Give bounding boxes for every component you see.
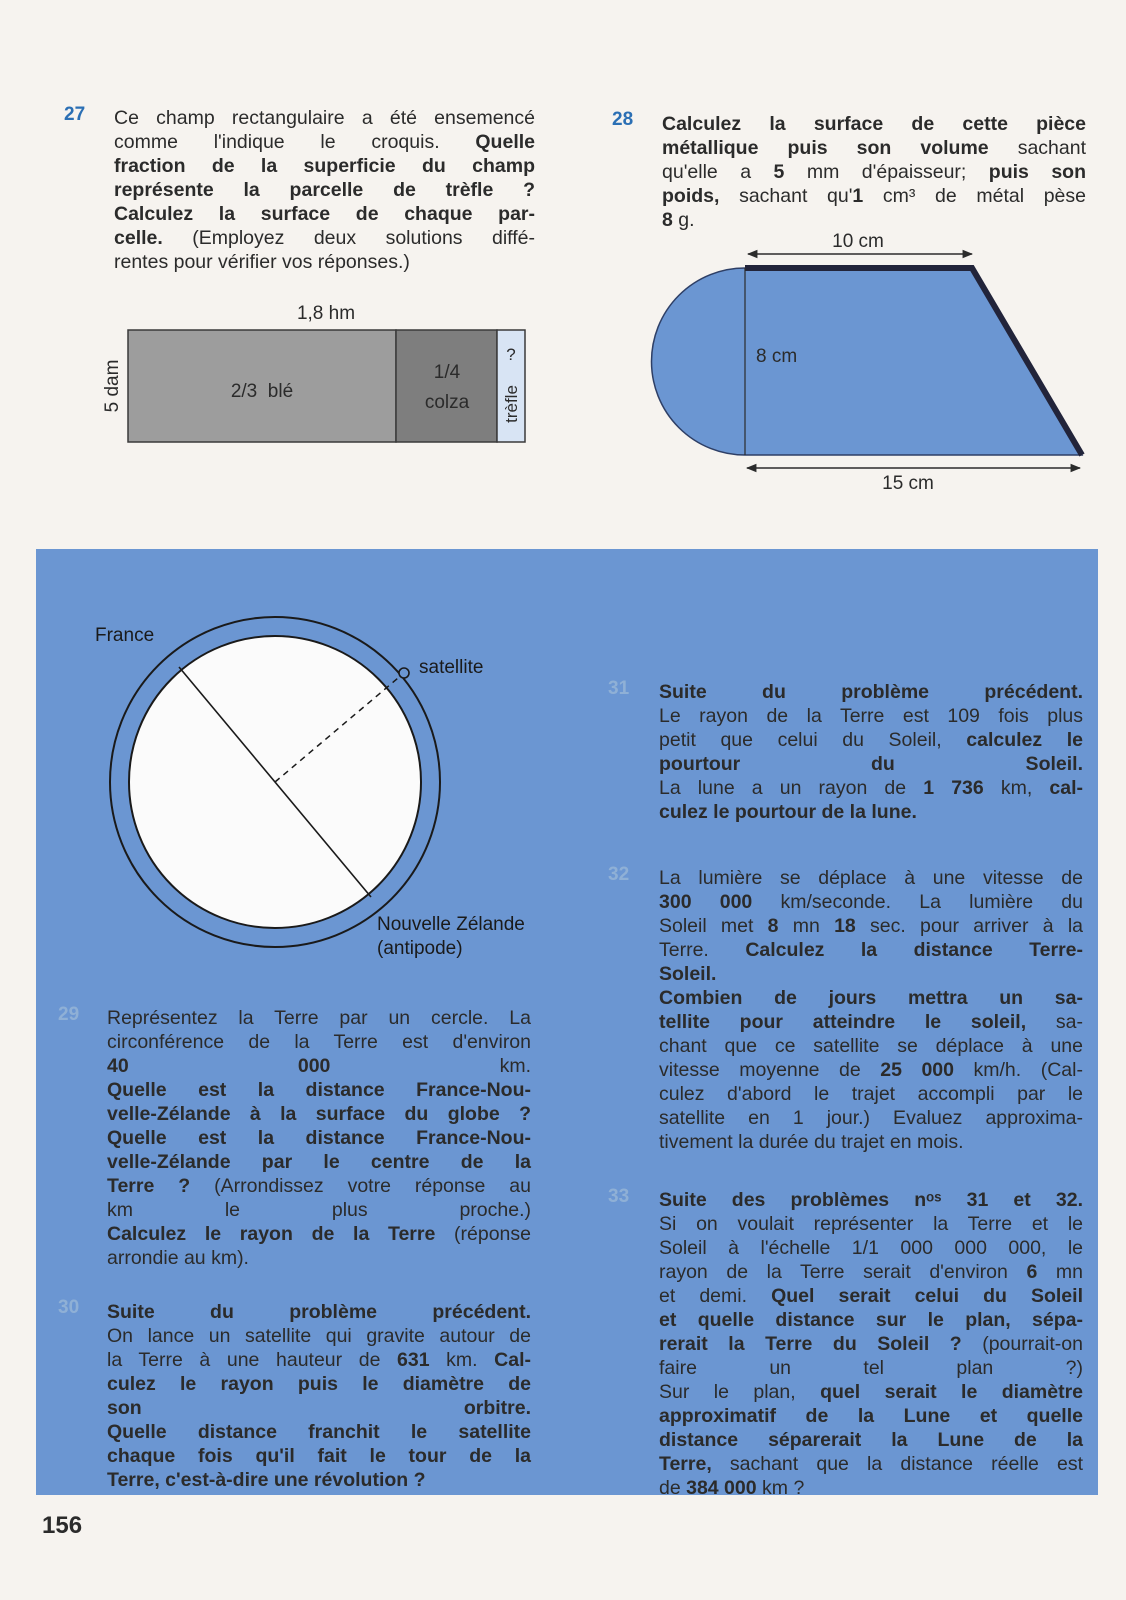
problem-29-number: 29 xyxy=(58,1004,80,1025)
text-line: son orbitre. xyxy=(107,1397,531,1419)
clover-label: trèfle xyxy=(502,385,521,423)
text-line: km le plus proche.) xyxy=(107,1199,531,1221)
text-line: Calculez la surface de chaque par- xyxy=(114,203,535,225)
text-line: qu'elle a 5 mm d'épaisseur; puis son xyxy=(662,161,1087,183)
text-line: et quelle distance sur le plan, sépa- xyxy=(659,1309,1083,1331)
problem-28-text xyxy=(662,112,1086,232)
text-line: satellite en 1 jour.) Evaluez approxima- xyxy=(659,1107,1083,1129)
text-line: Suite des problèmes nᵒˢ 31 et 32. xyxy=(659,1189,1083,1211)
problem-27-number: 27 xyxy=(64,104,86,125)
problem-32-number: 32 xyxy=(608,864,630,885)
text-line: représente la parcelle de trèfle ? xyxy=(114,179,535,201)
text-line: et demi. Quel serait celui du Soleil xyxy=(659,1285,1083,1307)
problem-31-text xyxy=(659,680,1083,824)
problem-30-number: 30 xyxy=(58,1297,80,1318)
text-line: vitesse moyenne de 25 000 km/h. (Cal- xyxy=(659,1059,1083,1081)
text-line: Soleil met 8 mn 18 sec. pour arriver à la xyxy=(659,915,1083,937)
problem-31-number: 31 xyxy=(608,678,630,699)
text-line: Terre, c'est-à-dire une révolution ? xyxy=(107,1469,426,1491)
antipode-label: (antipode) xyxy=(377,938,463,959)
text-line: Terre, sachant que la distance réelle est xyxy=(659,1453,1083,1475)
text-line: Terre. Calculez la distance Terre- xyxy=(659,939,1083,961)
top-dimension-label: 10 cm xyxy=(832,231,884,252)
france-label: France xyxy=(95,625,155,646)
text-line: Quelle est la distance France-Nou- xyxy=(107,1127,531,1149)
text-line: culez d'abord le trajet accompli par le xyxy=(659,1083,1083,1105)
text-line: rayon de la Terre serait d'environ 6 mn xyxy=(659,1261,1083,1283)
field-height-label: 5 dam xyxy=(102,359,123,413)
text-line: Soleil. xyxy=(659,963,717,985)
wheat-label: 2/3 blé xyxy=(230,381,294,402)
text-line: Sur le plan, quel serait le diamètre xyxy=(659,1381,1084,1403)
problem-30-text xyxy=(107,1300,531,1492)
text-line: Calculez la surface de cette pièce xyxy=(662,113,1086,135)
text-line: faire un tel plan ?) xyxy=(659,1357,1083,1379)
text-line: Représentez la Terre par un cercle. La xyxy=(107,1007,531,1029)
text-line: Si on voulait représenter la Terre et le xyxy=(659,1213,1083,1235)
page-number: 156 xyxy=(42,1512,83,1539)
text-line: tivement la durée du trajet en mois. xyxy=(659,1131,964,1153)
field-width-label: 1,8 hm xyxy=(296,303,356,324)
text-line: distance séparerait la Lune de la xyxy=(659,1429,1083,1451)
problem-28-number: 28 xyxy=(612,109,634,130)
height-label: 8 cm xyxy=(756,346,798,367)
text-line: approximatif de la Lune et quelle xyxy=(659,1405,1083,1427)
text-line: de 384 000 km ? xyxy=(659,1477,805,1499)
text-line: Quelle est la distance France-Nou- xyxy=(107,1079,531,1101)
problem-27-text xyxy=(114,106,535,274)
text-line: métallique puis son volume sachant xyxy=(662,137,1086,159)
text-line: culez le rayon puis le diamètre de xyxy=(107,1373,531,1395)
text-line: circonférence de la Terre est d'environ xyxy=(107,1031,531,1053)
colza-label: colza xyxy=(424,392,470,413)
field-colza-parcel xyxy=(396,330,497,442)
text-line: On lance un satellite qui gravite autour de xyxy=(107,1325,531,1347)
text-line: rentes pour vérifier vos réponses.) xyxy=(114,251,410,273)
text-line: La lune a un rayon de 1 736 km, cal- xyxy=(659,777,1083,799)
text-line: Le rayon de la Terre est 109 fois plus xyxy=(659,705,1083,727)
metal-piece-shape xyxy=(652,268,1083,455)
text-line: culez le pourtour de la lune. xyxy=(659,801,917,823)
text-line: La lumière se déplace à une vitesse de xyxy=(659,867,1083,889)
text-line: petit que celui du Soleil, calculez le xyxy=(659,729,1083,751)
field-diagram xyxy=(100,300,550,460)
text-line: Terre ? (Arrondissez votre réponse au xyxy=(107,1175,531,1197)
satellite-label: satellite xyxy=(419,657,484,678)
colza-fraction: 1/4 xyxy=(433,362,461,383)
text-line: pourtour du Soleil. xyxy=(659,753,1083,775)
problem-33-number: 33 xyxy=(608,1186,630,1207)
text-line: Quelle distance franchit le satellite xyxy=(107,1421,531,1443)
text-line: 300 000 km/seconde. La lumière du xyxy=(659,891,1083,913)
metal-piece-diagram xyxy=(640,225,1100,505)
clover-fraction: ? xyxy=(506,345,516,364)
text-line: Ce champ rectangulaire a été ensemencé xyxy=(114,107,535,129)
text-line: Combien de jours mettra un sa- xyxy=(659,987,1083,1009)
text-line: velle-Zélande par le centre de la xyxy=(107,1151,531,1173)
text-line: Suite du problème précédent. xyxy=(659,681,1083,703)
text-line: poids, sachant qu'1 cm³ de métal pèse xyxy=(662,185,1086,207)
text-line: rerait la Terre du Soleil ? (pourrait-on xyxy=(659,1333,1083,1355)
text-line: celle. (Employez deux solutions diffé- xyxy=(114,227,535,249)
new-zealand-label: Nouvelle Zélande xyxy=(377,914,525,935)
earth-orbit-diagram xyxy=(80,610,600,970)
text-line: chant que ce satellite se déplace à une xyxy=(659,1035,1083,1057)
text-line: fraction de la superficie du champ xyxy=(114,155,535,177)
text-line: velle-Zélande à la surface du globe ? xyxy=(107,1103,531,1125)
problem-33-text xyxy=(659,1188,1083,1500)
text-line: tellite pour atteindre le soleil, sa- xyxy=(659,1011,1083,1033)
text-line: 40 000 km. xyxy=(107,1055,531,1077)
text-line: Suite du problème précédent. xyxy=(107,1301,531,1323)
bottom-dimension-label: 15 cm xyxy=(882,473,934,494)
text-line: la Terre à une hauteur de 631 km. Cal- xyxy=(107,1349,532,1371)
text-line: arrondie au km). xyxy=(107,1247,249,1269)
problem-32-text xyxy=(659,866,1083,1154)
text-line: Soleil à l'échelle 1/1 000 000 000, le xyxy=(659,1237,1083,1259)
text-line: 8 g. xyxy=(662,209,695,231)
text-line: Calculez le rayon de la Terre (réponse xyxy=(107,1223,531,1245)
text-line: comme l'indique le croquis. Quelle xyxy=(114,131,535,153)
satellite-marker xyxy=(399,668,409,678)
problem-29-text xyxy=(107,1006,531,1270)
text-line: chaque fois qu'il fait le tour de la xyxy=(107,1445,531,1467)
